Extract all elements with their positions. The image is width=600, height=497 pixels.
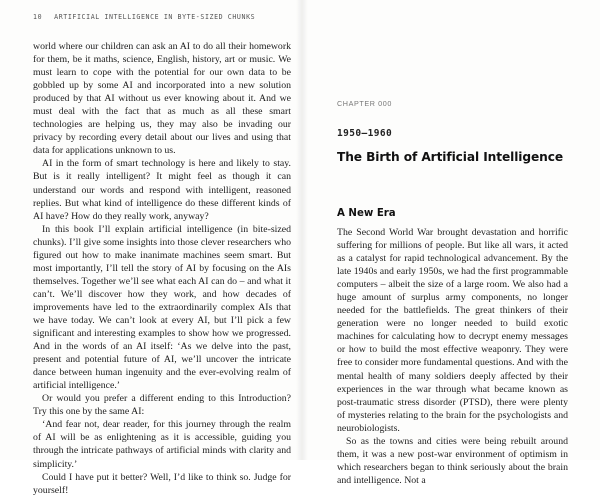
paragraph: Or would you prefer a different ending to this Introduction? Try this one by the same AI: [33,393,291,418]
paragraph: The Second World War brought devastation and horrific suffering for millions of people. But like all wars, it acted as a catalyst for rapid technological advancement. By the late 1940s and early 1950s, we had the first programmable computers – albeit the size of a large room. We also had a huge amount of surplus army components, no longer needed for the battlefields. The great thinkers of their generation were no longer needed to build exotic machines for calculating how to decrypt enemy messages or how to build the most effective weaponry. They were free to consider more fundamental questions. And with the mental health of many soldiers deeply affected by their experiences in the war through what became known as post-traumatic stress disorder (PTSD), there were plenty of mysteries relating to the brain for the psychologists and neurobiologists. [337,227,568,434]
paragraph: Could I have put it better? Well, I’d like to think so. Judge for yourself! [33,471,291,496]
paragraph: AI in the form of smart technology is here and likely to stay. But is it really intelligent? It might feel as though it can understand our words and respond with intelligent, reasoned replies. But what kind of intelligence do these different kinds of AI have? How do they really work, anyway? [33,158,291,222]
paragraph: In this book I’ll explain artificial intelligence (in bite-sized chunks). I’ll give some insights into those clever researchers who figured out how to make inanimate machines seem smart. But most importantly, I’ll tell the story of AI by focusing on the AIs themselves. Together we’ll see what each AI can do – and what it can’t. We’ll discover how they work, and how decades of improvements have led to the extraordinarily complex AIs that we have today. We can’t look at every AI, but I’ll pick a few significant and interesting examples to show how we progressed. And in the words of an AI itself: ‘As we delve into the past, present and potential future of AI, we’ll uncover the intricate dance between human ingenuity and the ever-evolving realm of artificial intelligence.’ [33,223,291,392]
paragraph: So as the towns and cities were being rebuilt around them, it was a new post-war environment of optimism in which researchers began to think seriously about the brain and intelligence. Not a [337,435,568,486]
chapter-label: CHAPTER 000 [337,99,392,108]
chapter-years: 1950–1960 [337,128,393,139]
paragraph: ‘And fear not, dear reader, for this journey through the realm of AI will be as enlightening as it is accessible, guiding you through the intricate pathways of artificial minds with clarity and simplicity.’ [33,419,291,470]
right-body-text [337,226,568,487]
left-page [0,0,300,496]
paragraph: world where our children can ask an AI to do all their homework for them, be it maths, science, English, history, art or music. We must learn to cope with the potential for our own data to be gobbled up by some AI and incorporated into a new solution produced by that AI without us ever knowing about it. And we must deal with the fact that as much as all these smart technologies are helping us, they may also be invading our privacy by recording every detail about our lives and using that data for applications unknown to us. [33,41,291,157]
running-head-title: ARTIFICIAL INTELLIGENCE IN BYTE-SIZED CHUNKS [54,13,256,21]
chapter-title: The Birth of Artificial Intelligence [337,150,564,164]
left-body-text [33,40,291,497]
page-number: 10 [33,13,43,21]
running-head [33,13,255,21]
section-heading: A New Era [337,208,396,219]
